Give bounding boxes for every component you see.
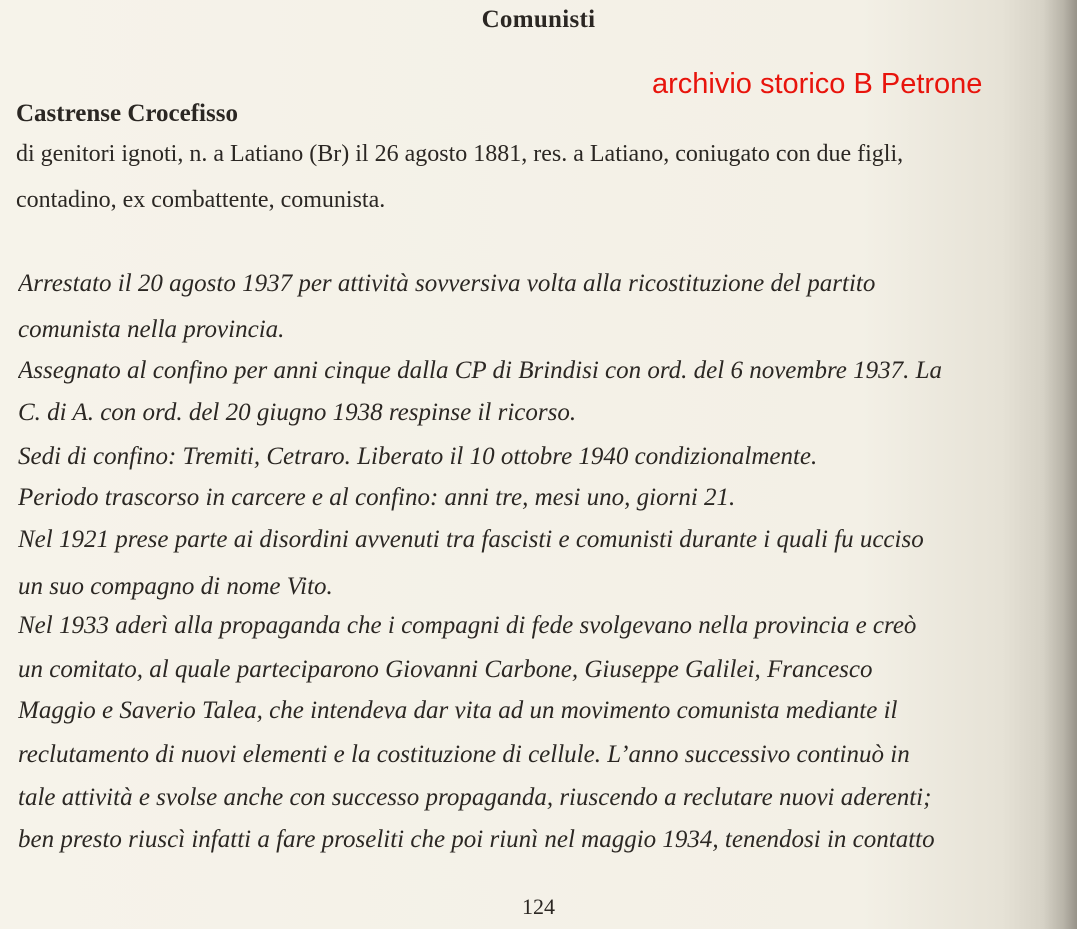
narrative-line: comunista nella provincia. (18, 316, 285, 343)
narrative-line: un suo compagno di nome Vito. (18, 573, 333, 600)
narrative-line: Periodo trascorso in carcere e al confino: anni tre, mesi uno, giorni 21. (18, 484, 736, 511)
watermark-text: archivio storico B Petrone (652, 68, 983, 100)
narrative-line: un comitato, al quale parteciparono Giovanni Carbone, Giuseppe Galilei, Francesco (18, 656, 873, 683)
narrative-line: C. di A. con ord. del 20 giugno 1938 respinse il ricorso. (18, 399, 577, 426)
narrative-line: Assegnato al confino per anni cinque dalla CP di Brindisi con ord. del 6 novembre 1937. La (18, 357, 942, 384)
bio-line: di genitori ignoti, n. a Latiano (Br) il 26 agosto 1881, res. a Latiano, coniugato con due figli, (16, 141, 904, 167)
narrative-line: ben presto riuscì infatti a fare proseliti che poi riunì nel maggio 1934, tenendosi in contatto (18, 826, 935, 853)
narrative-line: Arrestato il 20 agosto 1937 per attività sovversiva volta alla ricostituzione del partito (18, 270, 876, 297)
bio-line: contadino, ex combattente, comunista. (16, 187, 386, 213)
entry-name: Castrense Crocefisso (16, 100, 238, 127)
narrative-line: reclutamento di nuovi elementi e la costituzione di cellule. L’anno successivo continuò in (18, 741, 910, 768)
page-number: 124 (522, 894, 555, 919)
entry-bio (16, 131, 1061, 223)
narrative-line: Nel 1933 aderì alla propaganda che i compagni di fede svolgevano nella provincia e creò (18, 612, 917, 639)
section-title: Comunisti (481, 6, 596, 33)
narrative-line: Sedi di confino: Tremiti, Cetraro. Liberato il 10 ottobre 1940 condizionalmente. (18, 443, 818, 470)
narrative-line: Maggio e Saverio Talea, che intendeva dar vita ad un movimento comunista mediante il (18, 697, 898, 724)
narrative-line: Nel 1921 prese parte ai disordini avvenuti tra fascisti e comunisti durante i quali fu ucciso (18, 526, 924, 553)
narrative-line: tale attività e svolse anche con successo propaganda, riuscendo a reclutare nuovi aderenti; (18, 784, 932, 811)
